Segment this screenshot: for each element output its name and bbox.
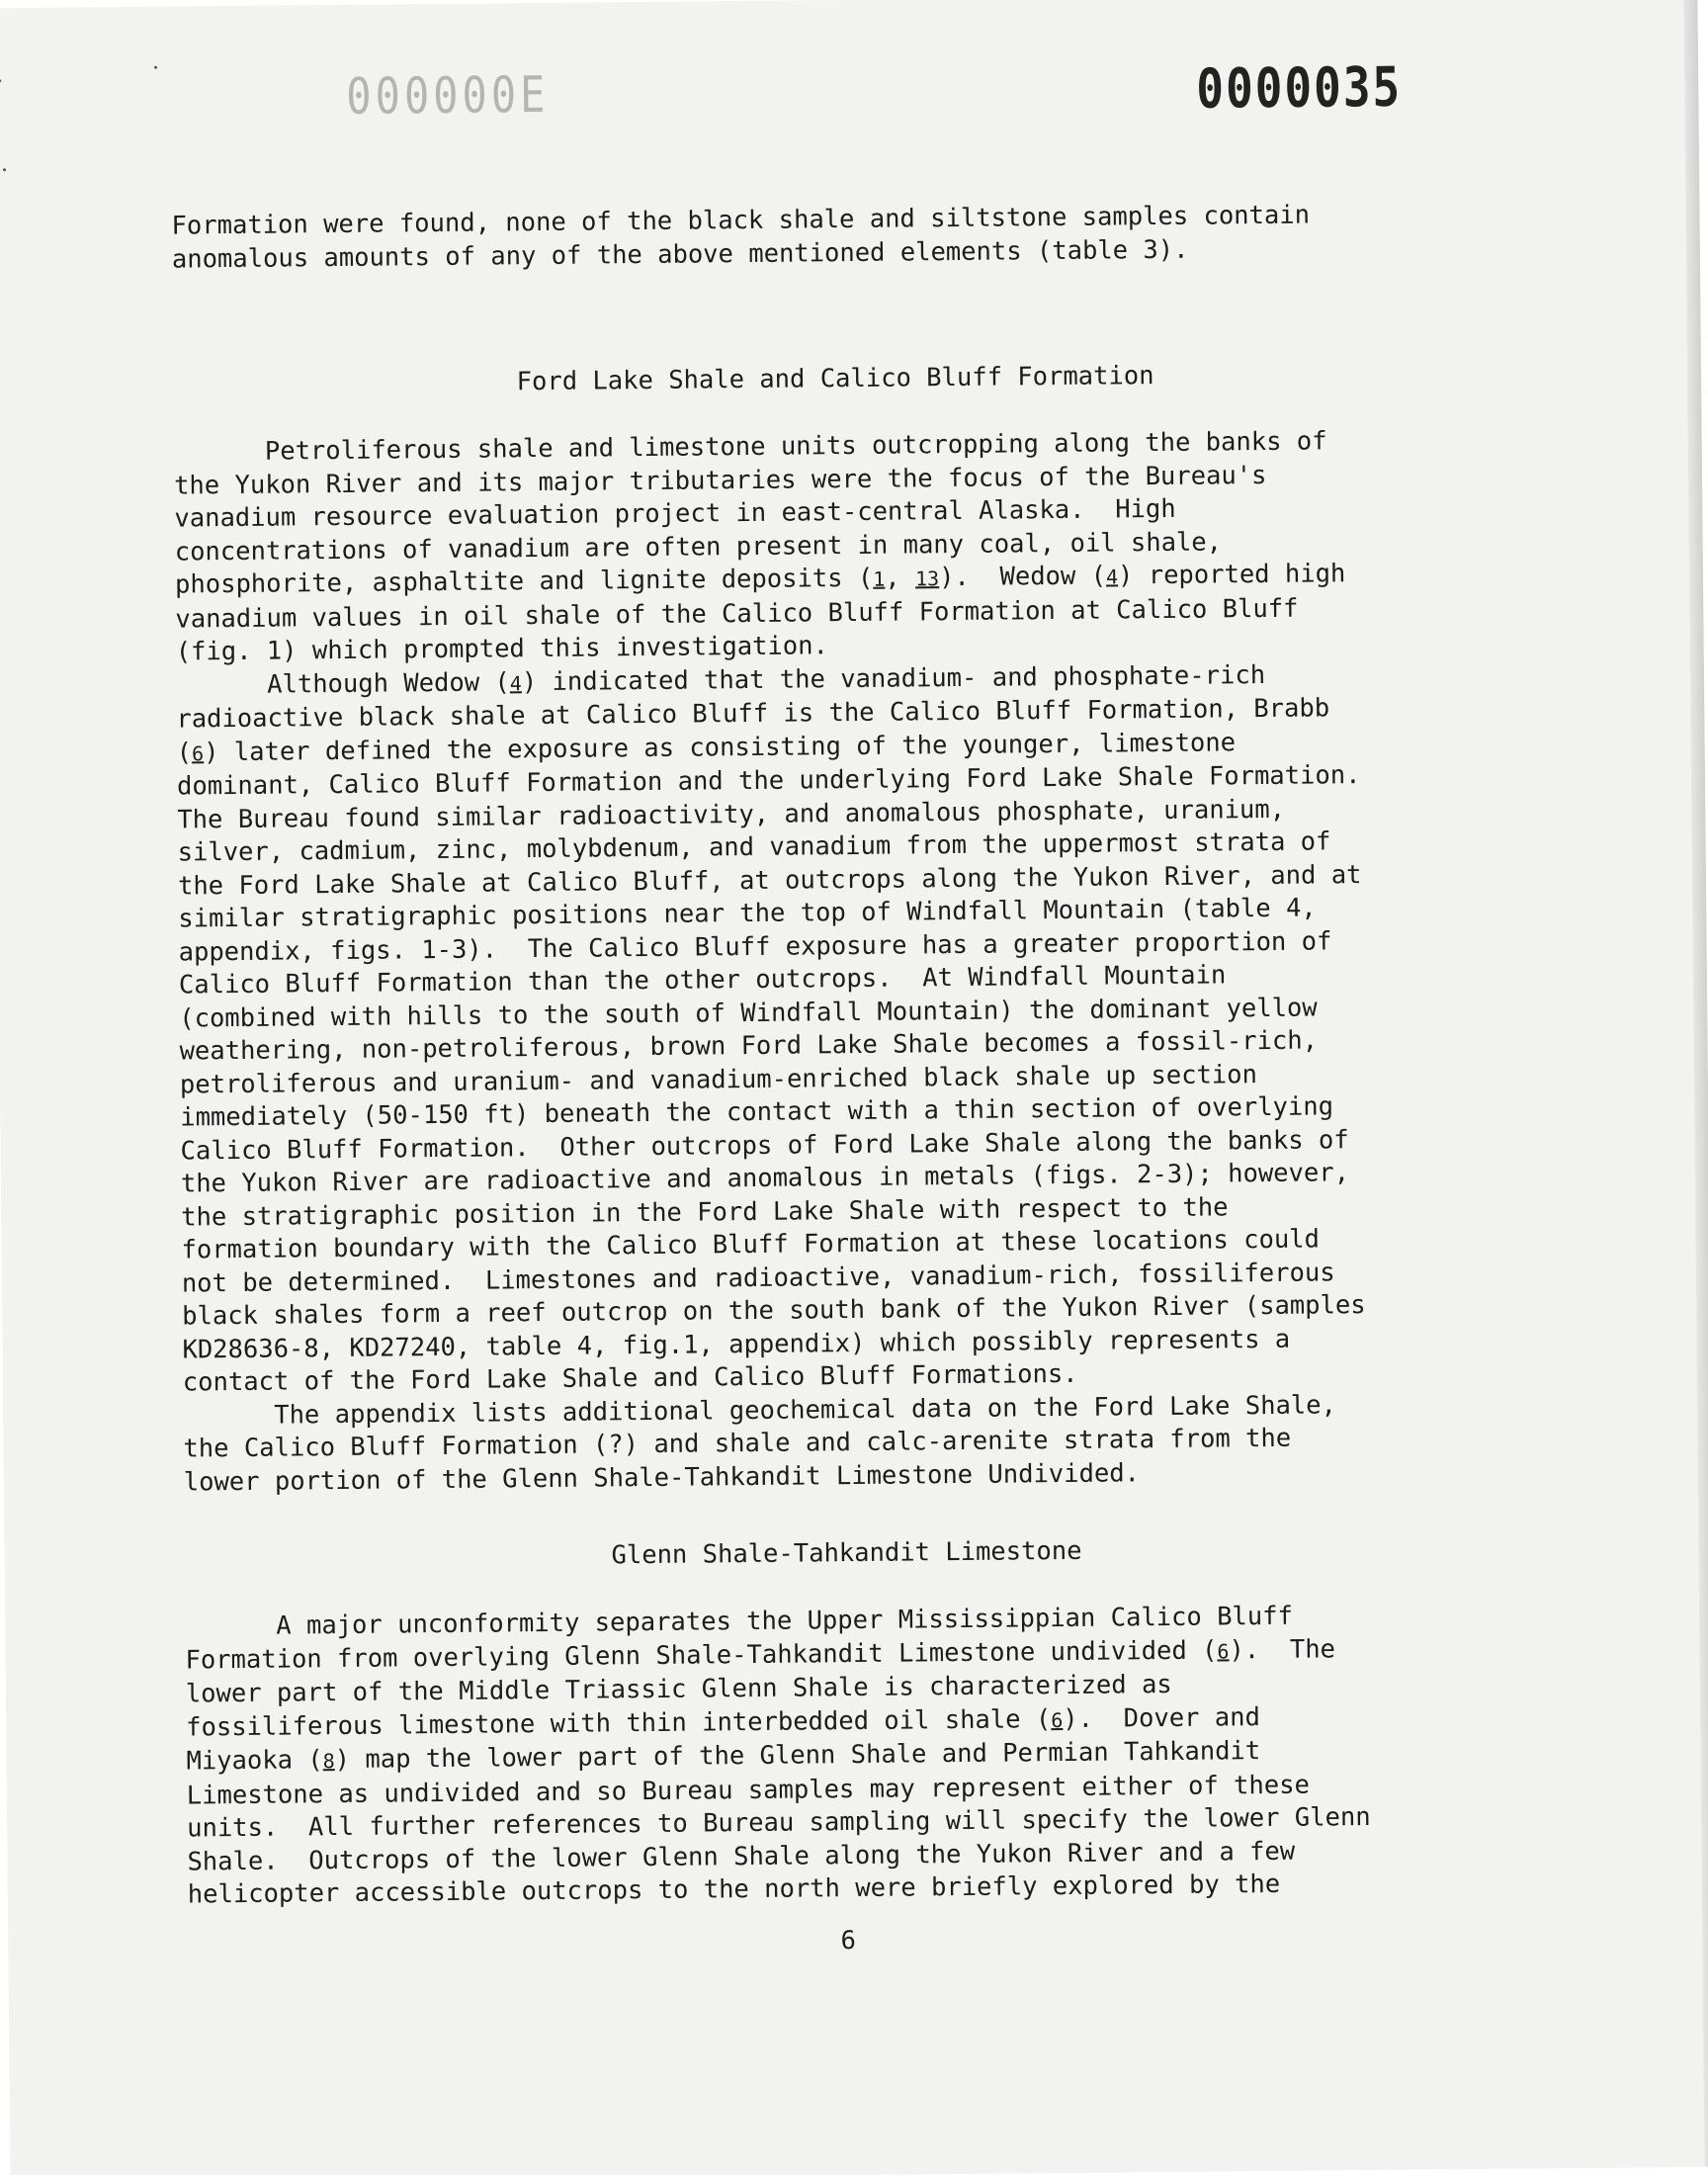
text-line: lower portion of the Glenn Shale-Tahkandit Limestone Undivided. [183, 1457, 1141, 1498]
text-line: The Bureau found similar radioactivity, and anomalous phosphate, uranium, [177, 794, 1286, 835]
text-line: Formation from overlying Glenn Shale-Tahkandit Limestone undivided ( [185, 1634, 1218, 1676]
text-line: the Yukon River are radioactive and anomalous in metals (figs. 2-3); however, [180, 1158, 1350, 1199]
reference-citation: 6 [1217, 1638, 1230, 1663]
text-line: formation boundary with the Calico Bluff Formation at these locations could [181, 1224, 1321, 1265]
reference-citation: 8 [322, 1749, 335, 1774]
text-fragment: ) indicated that the vanadium- and phosphate-rich [521, 659, 1266, 697]
text-line: immediately (50-150 ft) beneath the contact with a thin section of overlying [180, 1091, 1334, 1133]
ford-lake-paragraph-1 [174, 424, 1508, 1500]
glenn-shale-paragraph-1 [185, 1599, 1512, 1912]
text-line: concentrations of vanadium are often present in many coal, oil shale, [174, 526, 1223, 567]
text-line: (combined with hills to the south of Windfall Mountain) the dominant yellow [179, 992, 1318, 1034]
scan-speck [0, 79, 1, 82]
text-fragment: ) later defined the exposure as consisting of the younger, limestone [203, 727, 1237, 767]
text-line: similar stratigraphic positions near the top of Windfall Mountain (table 4, [178, 893, 1317, 934]
text-line: appendix, figs. 1-3). The Calico Bluff exposure has a greater proportion of [178, 925, 1332, 968]
text-line: not be determined. Limestones and radioactive, vanadium-rich, fossiliferous [181, 1257, 1335, 1299]
text-line: radioactive black shale at Calico Bluff is the Calico Bluff Formation, Brabb [176, 693, 1330, 735]
text-line: anomalous amounts of any of the above mentioned elements (table 3). [171, 234, 1189, 275]
text-line: Although Wedow ( [175, 666, 510, 701]
text-line: weathering, non-petroliferous, brown Ford Lake Shale becomes a fossil-rich, [179, 1025, 1319, 1067]
text-line: the Calico Bluff Formation (?) and shale and calc-arenite strata from the [183, 1423, 1292, 1464]
text-line: Calico Bluff Formation than the other outcrops. At Windfall Mountain [178, 960, 1227, 1000]
text-line: Petroliferous shale and limestone units outcropping along the banks of [173, 426, 1327, 468]
text-line: Limestone as undivided and so Bureau samples may represent either of these [186, 1770, 1311, 1811]
text-line: silver, cadmium, zinc, molybdenum, and vanadium from the uppermost strata of [177, 826, 1331, 868]
section-heading-glenn-shale: Glenn Shale-Tahkandit Limestone [611, 1535, 1082, 1571]
scan-speck [154, 66, 157, 69]
reference-citation: 6 [191, 740, 205, 765]
reference-citation: 4 [509, 670, 522, 695]
reference-citation: 4 [1105, 565, 1119, 589]
text-fragment: ) map the lower part of the Glenn Shale and Permian Tahkandit [334, 1736, 1261, 1776]
text-fragment: ) reported high [1117, 559, 1346, 591]
text-line: the Ford Lake Shale at Calico Bluff, at outcrops along the Yukon River, and at [177, 859, 1362, 902]
text-line: contact of the Ford Lake Shale and Calico Bluff Formations. [182, 1358, 1078, 1398]
text-line: the stratigraphic position in the Ford Lake Shale with respect to the [181, 1191, 1229, 1233]
text-line: The appendix lists additional geochemical data on the Ford Lake Shale, [183, 1389, 1337, 1432]
reference-citation: 1 [873, 566, 886, 591]
reference-citation: 6 [1051, 1707, 1064, 1732]
section-heading-ford-lake: Ford Lake Shale and Calico Bluff Formation [516, 361, 1154, 397]
page-number: 6 [840, 1926, 857, 1957]
text-line: Calico Bluff Formation. Other outcrops of Ford Lake Shale along the banks of [180, 1124, 1349, 1167]
text-fragment: ). The [1229, 1633, 1336, 1665]
text-line: helicopter accessible outcrops to the north were briefly explored by the [187, 1869, 1281, 1910]
text-line: ( [176, 737, 193, 768]
text-line: vanadium values in oil shale of the Calico Bluff Formation at Calico Bluff [175, 593, 1299, 635]
faded-bates-stamp: 000000E [346, 65, 550, 126]
text-line: fossiliferous limestone with thin interbedded oil shale ( [186, 1703, 1052, 1743]
text-fragment: , [885, 563, 916, 593]
text-line: Miyaoka ( [186, 1745, 323, 1777]
reference-citation: 13 [914, 566, 940, 591]
text-line: phosphorite, asphaltite and lignite deposits ( [174, 563, 874, 600]
text-line: units. All further references to Bureau sampling will specify the lower Glenn [187, 1802, 1371, 1844]
text-line: Formation were found, none of the black shale and siltstone samples contain [171, 200, 1311, 241]
text-line: the Yukon River and its major tributaries were the focus of the Bureau's [173, 460, 1267, 501]
intro-paragraph [171, 198, 1496, 277]
text-line: Shale. Outcrops of the lower Glenn Shale along the Yukon River and a few [187, 1836, 1296, 1877]
text-line: dominant, Calico Bluff Formation and the underlying Ford Lake Shale Formation. [176, 760, 1361, 802]
text-line: lower part of the Middle Triassic Glenn Shale is characterized as [185, 1669, 1172, 1709]
text-line: (fig. 1) which prompted this investigation. [175, 631, 829, 667]
text-fragment: ). Wedow ( [938, 561, 1107, 593]
text-line: KD28636-8, KD27240, table 4, fig.1, appendix) which possibly represents a [182, 1324, 1291, 1365]
text-line: A major unconformity separates the Upper Mississippian Calico Bluff [185, 1601, 1294, 1642]
text-fragment: ). Dover and [1063, 1701, 1261, 1734]
text-line: vanadium resource evaluation project in east-central Alaska. High [174, 493, 1176, 534]
text-line: petroliferous and uranium- and vanadium-enriched black shale up section [179, 1059, 1258, 1100]
scan-speck [3, 168, 6, 171]
text-line: black shales form a reef outcrop on the south bank of the Yukon River (samples [182, 1290, 1366, 1332]
bates-number: 0000035 [1196, 54, 1403, 122]
